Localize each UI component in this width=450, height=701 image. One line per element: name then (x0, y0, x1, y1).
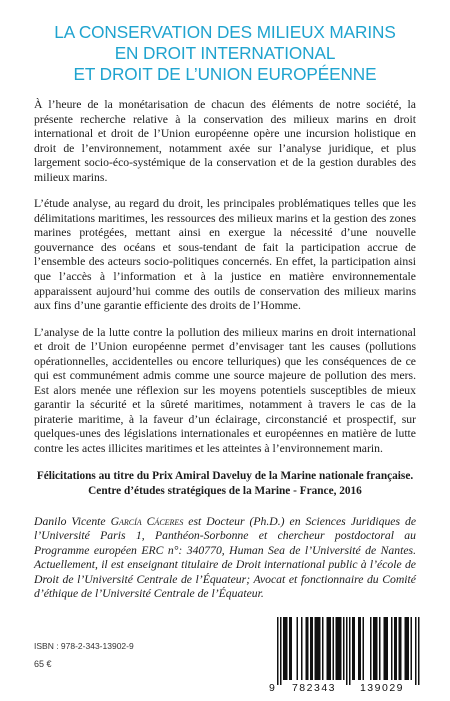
author-bio (34, 515, 416, 601)
barcode-bar (360, 617, 362, 680)
barcode-bar (346, 617, 348, 685)
barcode-bar (333, 617, 335, 680)
barcode-bar (285, 617, 287, 680)
book-title (20, 22, 430, 85)
blurb-paragraph-1: À l’heure de la monétarisation de chacun des éléments de notre société, la présente recherche relative à la conservation des milieux marins en droit international et droit de l’Union européenne opère une incursion holistique en droit de l’environnement, notamment axée sur l’analyse juridique, et plus largement socio-éco-systémique de la conservation et de la gestion durables des milieux marins. (34, 98, 416, 184)
barcode-bar (322, 617, 324, 680)
barcode-bar (418, 617, 420, 685)
barcode-bar (375, 617, 377, 680)
barcode-bar (289, 617, 291, 680)
barcode-bar (396, 617, 398, 680)
barcode-bar (391, 617, 393, 680)
barcode-bar (405, 617, 407, 680)
barcode-bar (310, 617, 312, 680)
barcode-bar (415, 617, 417, 685)
barcode-bar (363, 617, 365, 680)
barcode-bar (358, 617, 360, 680)
barcode-bar (316, 617, 318, 680)
author-bio-text: est Docteur (Ph.D.) en Sciences Juridiques de l’Université Paris 1, Panthéon-Sorbonne et chercheur postdoctoral au Programme européen ERC n°: 340770, Human Sea de l’Université de Nantes. Actuellement, il est enseignant titulaire de Droit international public à l’école de Droit de l’Université Centrale de l’Équateur; Avocat et fonctionnaire du Comité d’éthique de l’Université Centrale de l’Équateur. (34, 515, 417, 601)
barcode-bar (376, 617, 378, 680)
blurb-paragraph-2: L’étude analyse, au regard du droit, les principales problématiques telles que les délimitations maritimes, les ressources des milieux marins et la gestion des zones marines protégées, mettant ainsi en exergue la nécessité d’une nouvelle gouvernance des océans et sous-tendant de fait la participation accrue de l’ensemble des acteurs socio-politiques concernés. En effet, la participation ainsi que l’accès à l’information et à la justice en matière environnementale apparaissent aujourd’hui comme des outils de conservation des milieux marins aux fins d’une garantie efficiente des droits de l’Homme. (34, 197, 416, 313)
barcode-bar (379, 617, 381, 680)
barcode-bar (328, 617, 330, 680)
barcode-right-group: 139029 (359, 682, 405, 694)
barcode-bar (306, 617, 308, 680)
barcode-bar (373, 617, 375, 680)
author-surname: García Cáceres (110, 515, 184, 528)
barcode-bar (387, 617, 389, 680)
barcode-bar (343, 617, 345, 680)
barcode-first-digit: 9 (269, 682, 275, 694)
award-line-2: Centre d’études stratégiques de la Marine - France, 2016 (88, 485, 362, 497)
barcode-bar (352, 617, 354, 680)
barcode-bar (406, 617, 408, 680)
barcode-bar (291, 617, 293, 680)
author-name: Danilo Vicente (34, 515, 106, 528)
blurb (34, 98, 416, 469)
barcode-bar (400, 617, 402, 680)
barcode-bar (318, 617, 320, 680)
barcode-bar (408, 617, 410, 680)
barcode-bar (277, 617, 279, 685)
award-line-1: Félicitations au titre du Prix Amiral Daveluy de la Marine nationale française. (36, 470, 414, 482)
barcode-bar (312, 617, 314, 680)
barcode-bar (411, 617, 413, 680)
barcode-bar (399, 617, 401, 680)
barcode-bar (384, 617, 386, 680)
barcode-bar (330, 617, 332, 680)
title-line-1: LA CONSERVATION DES MILIEUX MARINS (54, 22, 396, 42)
barcode-bar (394, 617, 396, 680)
barcode-bar (327, 617, 329, 680)
barcode-left-group: 782343 (291, 682, 337, 694)
barcode-bar (370, 617, 372, 680)
title-line-3: ET DROIT DE L’UNION EUROPÉENNE (73, 64, 377, 84)
barcode-bar (283, 617, 285, 680)
barcode-bar (336, 617, 338, 680)
barcode-bar (301, 617, 303, 680)
barcode-bar (337, 617, 339, 680)
price: 65 € (34, 659, 52, 669)
barcode-bar (349, 617, 351, 685)
barcode-bar (385, 617, 387, 680)
barcode-bar (297, 617, 299, 680)
barcode-bar (339, 617, 341, 680)
blurb-paragraph-3: L’analyse de la lutte contre la pollution des milieux marins en droit international et droit de l’Union européenne permet d’envisager tant les causes (pollutions opérationnelles, accidentelles ou encore telluriques) que les conséquences de ce qui est communément admis comme une source majeure de pollution des mers. Est alors menée une réflexion sur les moyens potentiels susceptibles de mieux garantir la sécurité et la sûreté maritimes, notamment à travers le cas de la piraterie maritime, à la faveur d’un éclairage, circonstancié et prospectif, sur quelques-unes des législations internationales et européennes en matière de lutte contre les actes illicites maritimes et les atteintes à l’environnement marin. (34, 325, 416, 456)
barcode-bar (354, 617, 356, 680)
barcode-bar (280, 617, 282, 685)
barcode-bar (340, 617, 342, 680)
barcode-bar (319, 617, 321, 680)
barcode-bar (286, 617, 288, 680)
title-line-2: EN DROIT INTERNATIONAL (114, 43, 336, 63)
award-notice (30, 469, 420, 499)
isbn: ISBN : 978-2-343-13902-9 (34, 641, 134, 651)
barcode-bar (315, 617, 317, 680)
barcode-icon (266, 615, 431, 695)
barcode-bar (307, 617, 309, 680)
